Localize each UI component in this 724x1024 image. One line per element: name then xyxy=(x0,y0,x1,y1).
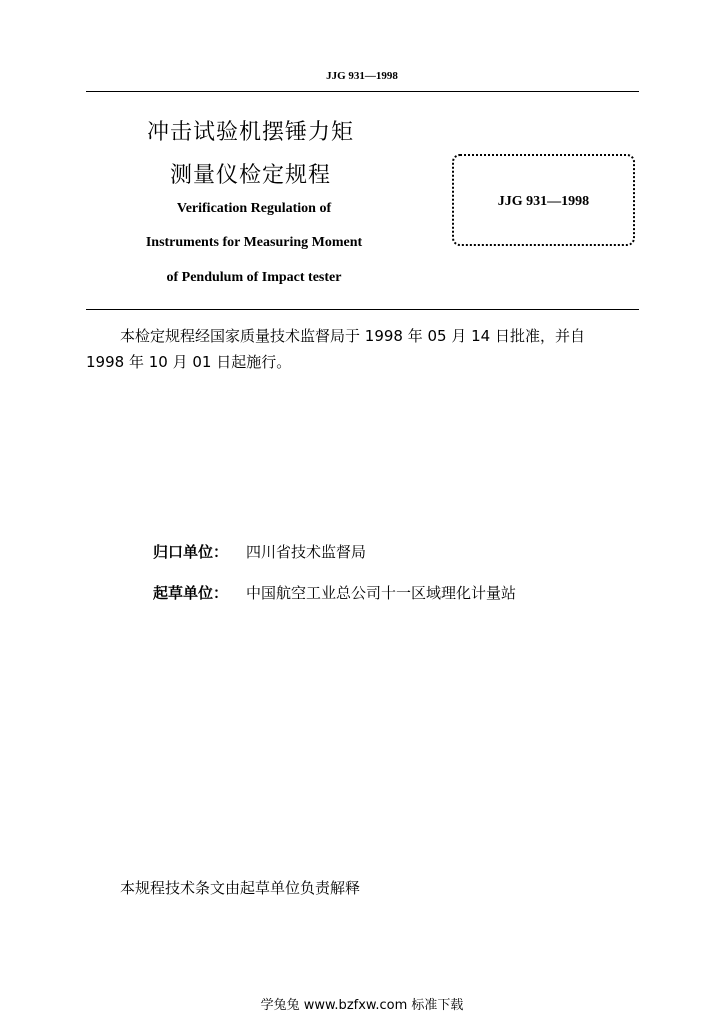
title-cn-line-2: 测量仪检定规程 xyxy=(170,163,332,188)
standard-code-box xyxy=(452,154,635,246)
title-cn-line-1: 冲击试验机摆锤力矩 xyxy=(147,120,355,145)
drafting-unit-label: 起草单位： xyxy=(153,584,229,602)
header-rule xyxy=(86,91,639,92)
header-standard-code: JJG 931—1998 xyxy=(326,70,398,82)
approval-line-2: 1998 年 10 月 01 日起施行。 xyxy=(86,353,292,371)
drafting-unit-value: 中国航空工业总公司十一区域理化计量站 xyxy=(246,584,517,602)
title-en-line-3: of Pendulum of Impact tester xyxy=(166,270,342,285)
title-rule xyxy=(86,309,639,310)
title-en-line-2: Instruments for Measuring Moment xyxy=(145,235,363,250)
approval-line-1: 本检定规程经国家质量技术监督局于 1998 年 05 月 14 日批准，并自 xyxy=(120,327,585,345)
interpretation-note: 本规程技术条文由起草单位负责解释 xyxy=(120,879,361,897)
title-en-line-1: Verification Regulation of xyxy=(176,201,332,216)
management-unit-value: 四川省技术监督局 xyxy=(246,543,367,561)
standard-code-box-text: JJG 931—1998 xyxy=(497,194,590,209)
footer-watermark: 学兔兔 www.bzfxw.com 标准下载 xyxy=(260,998,464,1013)
management-unit-label: 归口单位： xyxy=(153,543,229,561)
